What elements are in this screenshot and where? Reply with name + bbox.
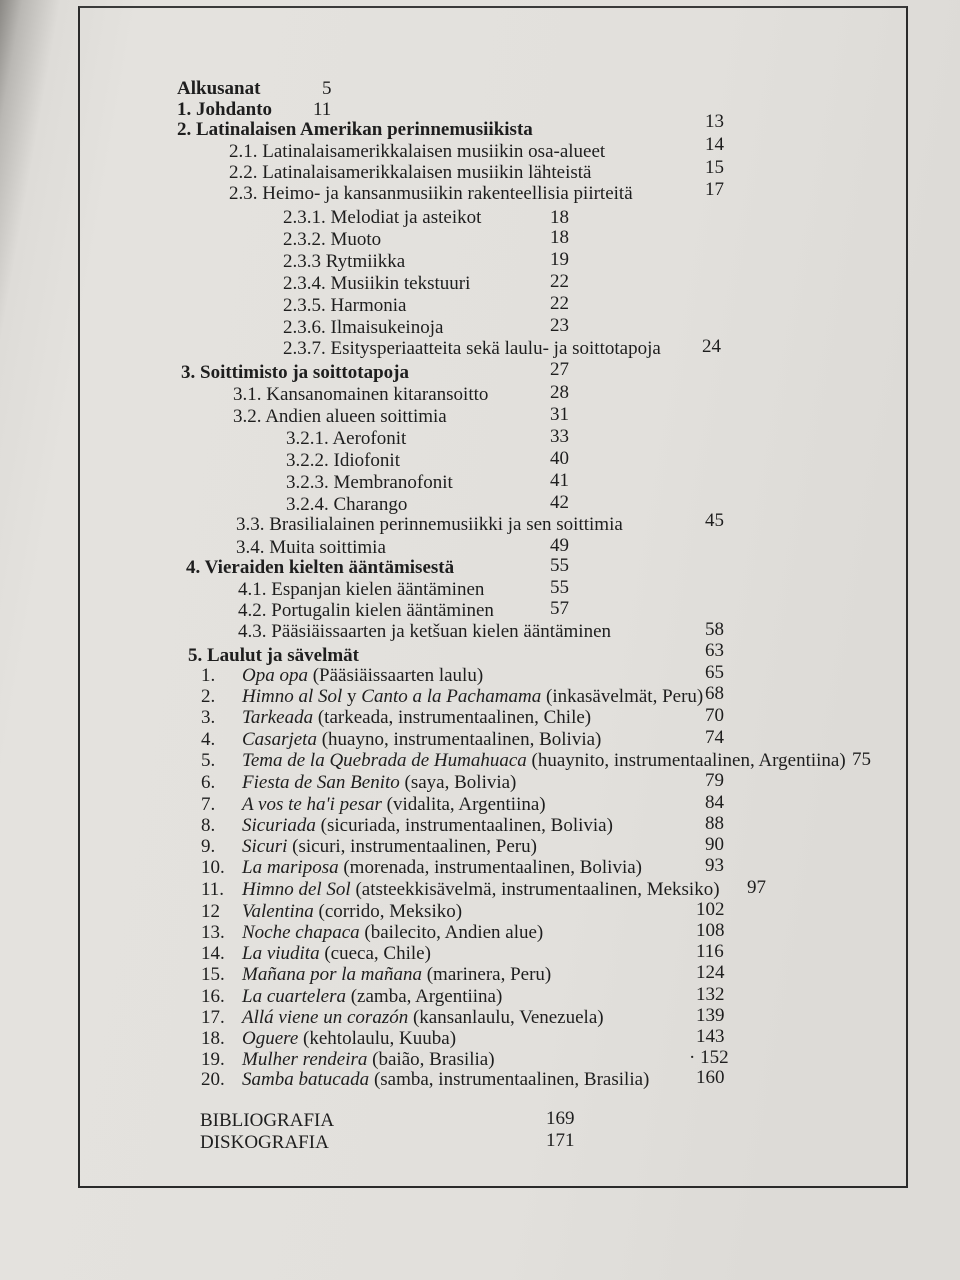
toc-entry-label: 5. Laulut ja sävelmät [188, 645, 359, 666]
song-page: 74 [705, 727, 724, 748]
song-number: 15. [201, 964, 225, 985]
song-page: 143 [696, 1026, 725, 1047]
song-number: 10. [201, 857, 225, 878]
song-entry [242, 686, 703, 708]
toc-entry-page: 18 [550, 227, 569, 248]
song-page: 108 [696, 920, 725, 941]
song-number: 17. [201, 1007, 225, 1028]
song-title: Casarjeta [242, 729, 317, 750]
song-title: Opa opa [242, 665, 308, 686]
song-number: 3. [201, 707, 216, 728]
song-entry [242, 772, 516, 794]
song-number: 20. [201, 1069, 225, 1090]
song-title: Samba batucada [242, 1069, 370, 1090]
song-description: (sicuriada, instrumentaalinen, Bolivia) [315, 815, 613, 836]
song-title: Noche chapaca [242, 922, 360, 943]
toc-entry-page: 58 [705, 619, 724, 640]
toc-entry-label: 1. Johdanto [177, 99, 273, 120]
song-entry [242, 1049, 495, 1071]
song-title: Himno del Sol [242, 879, 351, 900]
toc-entry-label: 2.3. Heimo- ja kansanmusiikin rakenteellisia piirteitä [229, 183, 633, 204]
toc-entry-label: 2.3.4. Musiikin tekstuuri [283, 273, 471, 294]
toc-entry-page: 28 [550, 382, 569, 403]
song-page: 70 [705, 705, 724, 726]
song-page: 90 [705, 834, 724, 855]
song-entry [242, 879, 720, 901]
song-page: · 152 [689, 1047, 729, 1068]
song-page: 132 [696, 984, 725, 1005]
song-page: 79 [705, 770, 724, 791]
toc-entry-label: 3.2.3. Membranofonit [286, 472, 453, 493]
song-number: 1. [201, 665, 216, 686]
song-title: La viudita [242, 943, 320, 964]
song-number: 13. [201, 922, 225, 943]
song-number: 18. [201, 1028, 225, 1049]
back-matter-label: DISKOGRAFIA [200, 1132, 329, 1153]
toc-entry-page: 19 [550, 249, 569, 270]
song-page: 84 [705, 792, 724, 813]
song-description: (morenada, instrumentaalinen, Bolivia) [338, 857, 642, 878]
song-title: Oguere [242, 1028, 299, 1049]
song-page: 139 [696, 1005, 725, 1026]
toc-entry-label: 3.2.4. Charango [286, 494, 408, 515]
toc-entry-label: 2. Latinalaisen Amerikan perinnemusiikista [177, 119, 533, 140]
song-number: 2. [201, 686, 216, 707]
song-entry [242, 1028, 456, 1050]
toc-entry-page: 63 [705, 640, 724, 661]
song-title: Tarkeada [242, 707, 314, 728]
song-title: Sicuri [242, 836, 288, 857]
song-title: Valentina [242, 901, 314, 922]
song-page: 68 [705, 683, 724, 704]
song-description: y [342, 686, 362, 707]
back-matter-page: 169 [546, 1108, 575, 1129]
song-entry [242, 857, 642, 879]
song-title: Sicuriada [242, 815, 316, 836]
toc-entry-label: 3.3. Brasilialainen perinnemusiikki ja sen soittimia [236, 514, 623, 535]
song-title: Fiesta de San Benito [242, 772, 400, 793]
song-number: 16. [201, 986, 225, 1007]
toc-entry-page: 41 [550, 470, 569, 491]
toc-entry-page: 42 [550, 492, 569, 513]
toc-entry-page: 49 [550, 535, 569, 556]
toc-entry-label: 3.1. Kansanomainen kitaransoitto [233, 384, 489, 405]
song-page: 160 [696, 1067, 725, 1088]
song-description: (huayno, instrumentaalinen, Bolivia) [316, 729, 602, 750]
song-number: 5. [201, 750, 216, 771]
song-entry [242, 943, 431, 965]
toc-entry-label: 2.2. Latinalaisamerikkalaisen musiikin lähteistä [229, 162, 592, 183]
toc-entry-page: 22 [550, 271, 569, 292]
song-entry [242, 964, 551, 986]
song-description: (cueca, Chile) [319, 943, 431, 964]
toc-entry-label: 3.4. Muita soittimia [236, 537, 386, 558]
song-entry [242, 815, 613, 837]
song-number: 14. [201, 943, 225, 964]
song-page: 124 [696, 962, 725, 983]
toc-entry-label: 2.3.2. Muoto [283, 229, 382, 250]
song-entry [242, 707, 591, 729]
song-description: (saya, Bolivia) [399, 772, 517, 793]
song-description: (sicuri, instrumentaalinen, Peru) [287, 836, 537, 857]
song-description: (marinera, Peru) [421, 964, 552, 985]
song-entry [242, 1069, 649, 1091]
toc-entry-label: 4. Vieraiden kielten ääntämisestä [186, 557, 455, 578]
song-entry [242, 750, 846, 772]
song-page: 93 [705, 855, 724, 876]
song-title: Allá viene un corazón [242, 1007, 409, 1028]
song-title: Tema de la Quebrada de Humahuaca [242, 750, 527, 771]
toc-entry-page: 45 [705, 510, 724, 531]
song-page: 102 [696, 899, 725, 920]
toc-entry-label: Alkusanat [177, 78, 261, 99]
toc-entry-page: 57 [550, 598, 569, 619]
toc-entry-page: 23 [550, 315, 569, 336]
song-title: Mulher rendeira [242, 1049, 368, 1070]
toc-entry-page: 55 [550, 555, 569, 576]
song-entry [242, 901, 462, 923]
song-page: 88 [705, 813, 724, 834]
toc-entry-page: 13 [705, 111, 724, 132]
toc-entry-label: 4.2. Portugalin kielen ääntäminen [238, 600, 494, 621]
song-description: (bailecito, Andien alue) [359, 922, 544, 943]
song-description: (Pääsiäissaarten laulu) [307, 665, 484, 686]
song-number: 9. [201, 836, 216, 857]
toc-entry-label: 3.2. Andien alueen soittimia [233, 406, 447, 427]
song-description: (kehtolaulu, Kuuba) [298, 1028, 457, 1049]
toc-entry-page: 31 [550, 404, 569, 425]
song-description: (kansanlaulu, Venezuela) [408, 1007, 604, 1028]
toc-entry-label: 2.1. Latinalaisamerikkalaisen musiikin osa-alueet [229, 141, 606, 162]
back-matter-label: BIBLIOGRAFIA [200, 1110, 335, 1131]
song-description: (samba, instrumentaalinen, Brasilia) [369, 1069, 650, 1090]
song-number: 8. [201, 815, 216, 836]
toc-entry-label: 3.2.2. Idiofonit [286, 450, 400, 471]
song-description: (atsteekkisävelmä, instrumentaalinen, Meksiko) [350, 879, 720, 900]
toc-entry-page: 40 [550, 448, 569, 469]
toc-entry-page: 22 [550, 293, 569, 314]
song-page: 116 [696, 941, 724, 962]
song-number: 19. [201, 1049, 225, 1070]
song-title: Mañana por la mañana [242, 964, 422, 985]
song-description-secondary: (inkasävelmät, Peru) [541, 686, 704, 707]
song-description: (vidalita, Argentiina) [381, 794, 546, 815]
song-entry [242, 665, 483, 687]
song-page: 65 [705, 662, 724, 683]
song-title: Himno al Sol [242, 686, 343, 707]
song-entry [242, 836, 537, 858]
song-title-secondary: Canto a la Pachamama [361, 686, 542, 707]
toc-entry-label: 4.1. Espanjan kielen ääntäminen [238, 579, 485, 600]
song-number: 6. [201, 772, 216, 793]
toc-entry-label: 2.3.6. Ilmaisukeinoja [283, 317, 444, 338]
toc-entry-page: 5 [322, 78, 332, 99]
toc-entry-page: 55 [550, 577, 569, 598]
song-title: A vos te ha'i pesar [242, 794, 382, 815]
song-number: 4. [201, 729, 216, 750]
song-entry [242, 794, 546, 816]
toc-entry-page: 15 [705, 157, 724, 178]
song-number: 12 [201, 901, 220, 922]
toc-entry-page: 24 [702, 336, 721, 357]
toc-entry-page: 18 [550, 207, 569, 228]
song-description: (zamba, Argentiina) [345, 986, 503, 1007]
toc-entry-label: 3. Soittimisto ja soittotapoja [181, 362, 409, 383]
toc-entry-label: 3.2.1. Aerofonit [286, 428, 407, 449]
song-entry [242, 922, 543, 944]
song-title: La cuartelera [242, 986, 346, 1007]
toc-entry-page: 11 [313, 99, 332, 120]
song-description: (baião, Brasilia) [367, 1049, 495, 1070]
song-description: (huaynito, instrumentaalinen, Argentiina) [526, 750, 846, 771]
toc-entry-page: 27 [550, 359, 569, 380]
song-number: 11. [201, 879, 225, 900]
song-entry [242, 1007, 604, 1029]
song-number: 7. [201, 794, 216, 815]
song-title: La mariposa [242, 857, 339, 878]
back-matter-page: 171 [546, 1130, 575, 1151]
song-entry [242, 729, 601, 751]
toc-entry-label: 2.3.5. Harmonia [283, 295, 407, 316]
song-description: (tarkeada, instrumentaalinen, Chile) [313, 707, 592, 728]
toc-entry-label: 2.3.1. Melodiat ja asteikot [283, 207, 482, 228]
song-page: 75 [852, 749, 871, 770]
toc-entry-label: 2.3.7. Esitysperiaatteita sekä laulu- ja soittotapoja [283, 338, 661, 359]
toc-entry-page: 14 [705, 134, 724, 155]
song-page: 97 [747, 877, 766, 898]
toc-entry-label: 2.3.3 Rytmiikka [283, 251, 406, 272]
toc-entry-page: 33 [550, 426, 569, 447]
song-entry [242, 986, 502, 1008]
toc-entry-page: 17 [705, 179, 724, 200]
toc-entry-label: 4.3. Pääsiäissaarten ja ketšuan kielen ääntäminen [238, 621, 612, 642]
song-description: (corrido, Meksiko) [313, 901, 463, 922]
